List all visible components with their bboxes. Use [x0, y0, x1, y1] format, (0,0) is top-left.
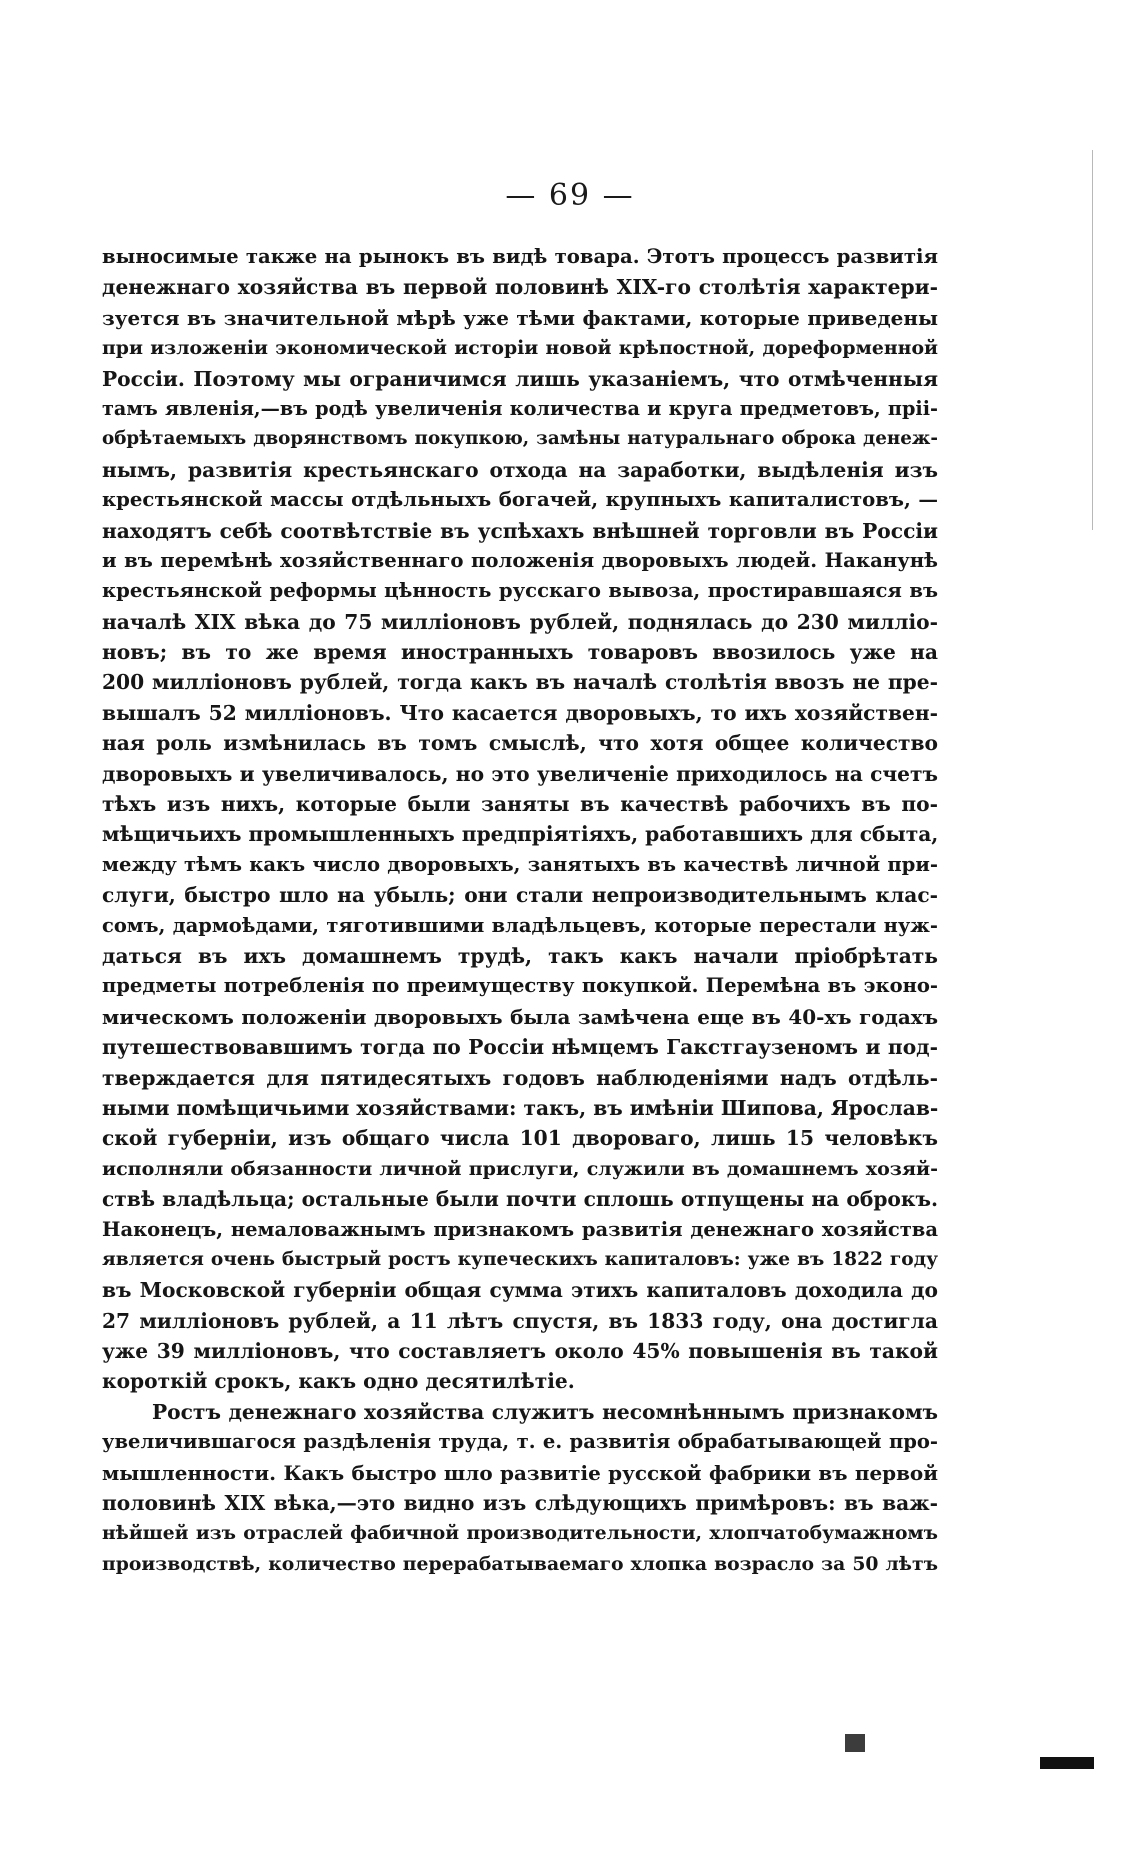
text-line: Россіи. Поэтому мы ограничимся лишь указаніемъ, что отмѣченныя	[102, 366, 938, 391]
text-line: сомъ, дармоѣдами, тяготившими владѣльцевъ, которые перестали нуж-	[102, 913, 938, 937]
text-line: мическомъ положеніи дворовыхъ была замѣчена еще въ 40-хъ годахъ	[102, 1004, 938, 1029]
text-line: дворовыхъ и увеличивалось, но это увеличеніе приходилось на счетъ	[102, 761, 938, 786]
text-line: при изложеніи экономической исторіи новой крѣпостной, дореформенной	[102, 337, 938, 360]
text-line: денежнаго хозяйства въ первой половинѣ XIX-го столѣтія характери-	[102, 275, 938, 300]
text-line: половинѣ XIX вѣка,—это видно изъ слѣдующихъ примѣровъ: въ важ-	[102, 1491, 938, 1516]
text-line: нѣйшей изъ отраслей фабичной производительности, хлопчатобумажномъ	[102, 1522, 938, 1545]
page-number: — 69 —	[505, 178, 635, 213]
text-line: ная роль измѣнилась въ томъ смыслѣ, что хотя общее количество	[102, 731, 938, 756]
paragraph-end-line: короткій срокъ, какъ одно десятилѣтіе.	[102, 1369, 575, 1394]
text-line: и въ перемѣнѣ хозяйственнаго положенія дворовыхъ людей. Наканунѣ	[102, 548, 938, 572]
scan-artifact	[845, 1734, 865, 1752]
text-line: ными помѣщичьими хозяйствами: такъ, въ имѣніи Шипова, Ярослав-	[102, 1095, 939, 1120]
text-line: уже 39 милліоновъ, что составляетъ около 45% повышенія въ такой	[102, 1339, 938, 1364]
text-line: тверждается для пятидесятыхъ годовъ наблюденіями надъ отдѣль-	[102, 1065, 938, 1090]
text-line: обрѣтаемыхъ дворянствомъ покупкою, замѣны натуральнаго оброка денеж-	[102, 428, 938, 450]
text-line: слуги, быстро шло на убыль; они стали непроизводительнымъ клас-	[102, 883, 938, 908]
text-line: увеличившагося раздѣленія труда, т. е. развитія обрабатывающей про-	[102, 1430, 938, 1454]
text-line: началѣ XIX вѣка до 75 милліоновъ рублей, поднялась до 230 милліо-	[102, 609, 938, 634]
text-line: находятъ себѣ соотвѣтствіе въ успѣхахъ внѣшней торговли въ Россіи	[102, 518, 938, 543]
text-line: Наконецъ, немаловажнымъ признакомъ развитія денежнаго хозяйства	[102, 1217, 938, 1241]
text-line: является очень быстрый ростъ купеческихъ капиталовъ: уже въ 1822 году	[102, 1248, 938, 1270]
text-line: даться въ ихъ домашнемъ трудѣ, такъ какъ начали пріобрѣтать	[102, 943, 938, 968]
text-line: тамъ явленія,—въ родѣ увеличенія количества и круга предметовъ, пріі-	[102, 396, 938, 420]
text-line: производствѣ, количество перерабатываемаго хлопка возрасло за 50 лѣтъ	[102, 1552, 938, 1575]
text-line: 27 милліоновъ рублей, а 11 лѣтъ спустя, въ 1833 году, она достигла	[102, 1308, 938, 1333]
text-line: новъ; въ то же время иностранныхъ товаровъ ввозилось уже на	[102, 640, 938, 665]
body-text	[102, 242, 938, 1579]
paragraph-first-line: Ростъ денежнаго хозяйства служитъ несомнѣннымъ признакомъ	[152, 1399, 938, 1424]
edge-mark	[1040, 1757, 1094, 1769]
text-line: тѣхъ изъ нихъ, которые были заняты въ качествѣ рабочихъ въ по-	[102, 792, 938, 817]
text-line: между тѣмъ какъ число дворовыхъ, занятыхъ въ качествѣ личной при-	[102, 852, 938, 876]
text-line: ствѣ владѣльца; остальные были почти сплошь отпущены на оброкъ.	[102, 1187, 938, 1212]
text-line: крестьянской реформы цѣнность русскаго вывоза, простиравшаяся въ	[102, 579, 938, 603]
text-line: 200 милліоновъ рублей, тогда какъ въ началѣ столѣтія ввозъ не пре-	[102, 670, 938, 695]
text-line: крестьянской массы отдѣльныхъ богачей, крупныхъ капиталистовъ, —	[102, 488, 938, 512]
text-line: въ Московской губерніи общая сумма этихъ капиталовъ доходила до	[102, 1278, 938, 1303]
text-line: мѣщичьихъ промышленныхъ предпріятіяхъ, работавшихъ для сбыта,	[102, 822, 939, 847]
text-line: предметы потребленія по преимуществу покупкой. Перемѣна въ эконо-	[102, 974, 938, 998]
text-line: мышленности. Какъ быстро шло развитіе русской фабрики въ первой	[102, 1460, 938, 1485]
text-line: зуется въ значительной мѣрѣ уже тѣми фактами, которые приведены	[102, 305, 938, 330]
text-line: выносимые также на рынокъ въ видѣ товара. Этотъ процессъ развитія	[102, 245, 938, 268]
text-line: нымъ, развитія крестьянскаго отхода на заработки, выдѣленія изъ	[102, 457, 938, 482]
text-line: исполняли обязанности личной прислуги, служили въ домашнемъ хозяй-	[102, 1157, 938, 1180]
text-line: вышалъ 52 милліоновъ. Что касается дворовыхъ, то ихъ хозяйствен-	[102, 700, 938, 725]
text-line: ской губерніи, изъ общаго числа 101 двороваго, лишь 15 человѣкъ	[102, 1126, 938, 1151]
text-line: путешествовавшимъ тогда по Россіи нѣмцемъ Гакстгаузеномъ и под-	[102, 1035, 938, 1060]
